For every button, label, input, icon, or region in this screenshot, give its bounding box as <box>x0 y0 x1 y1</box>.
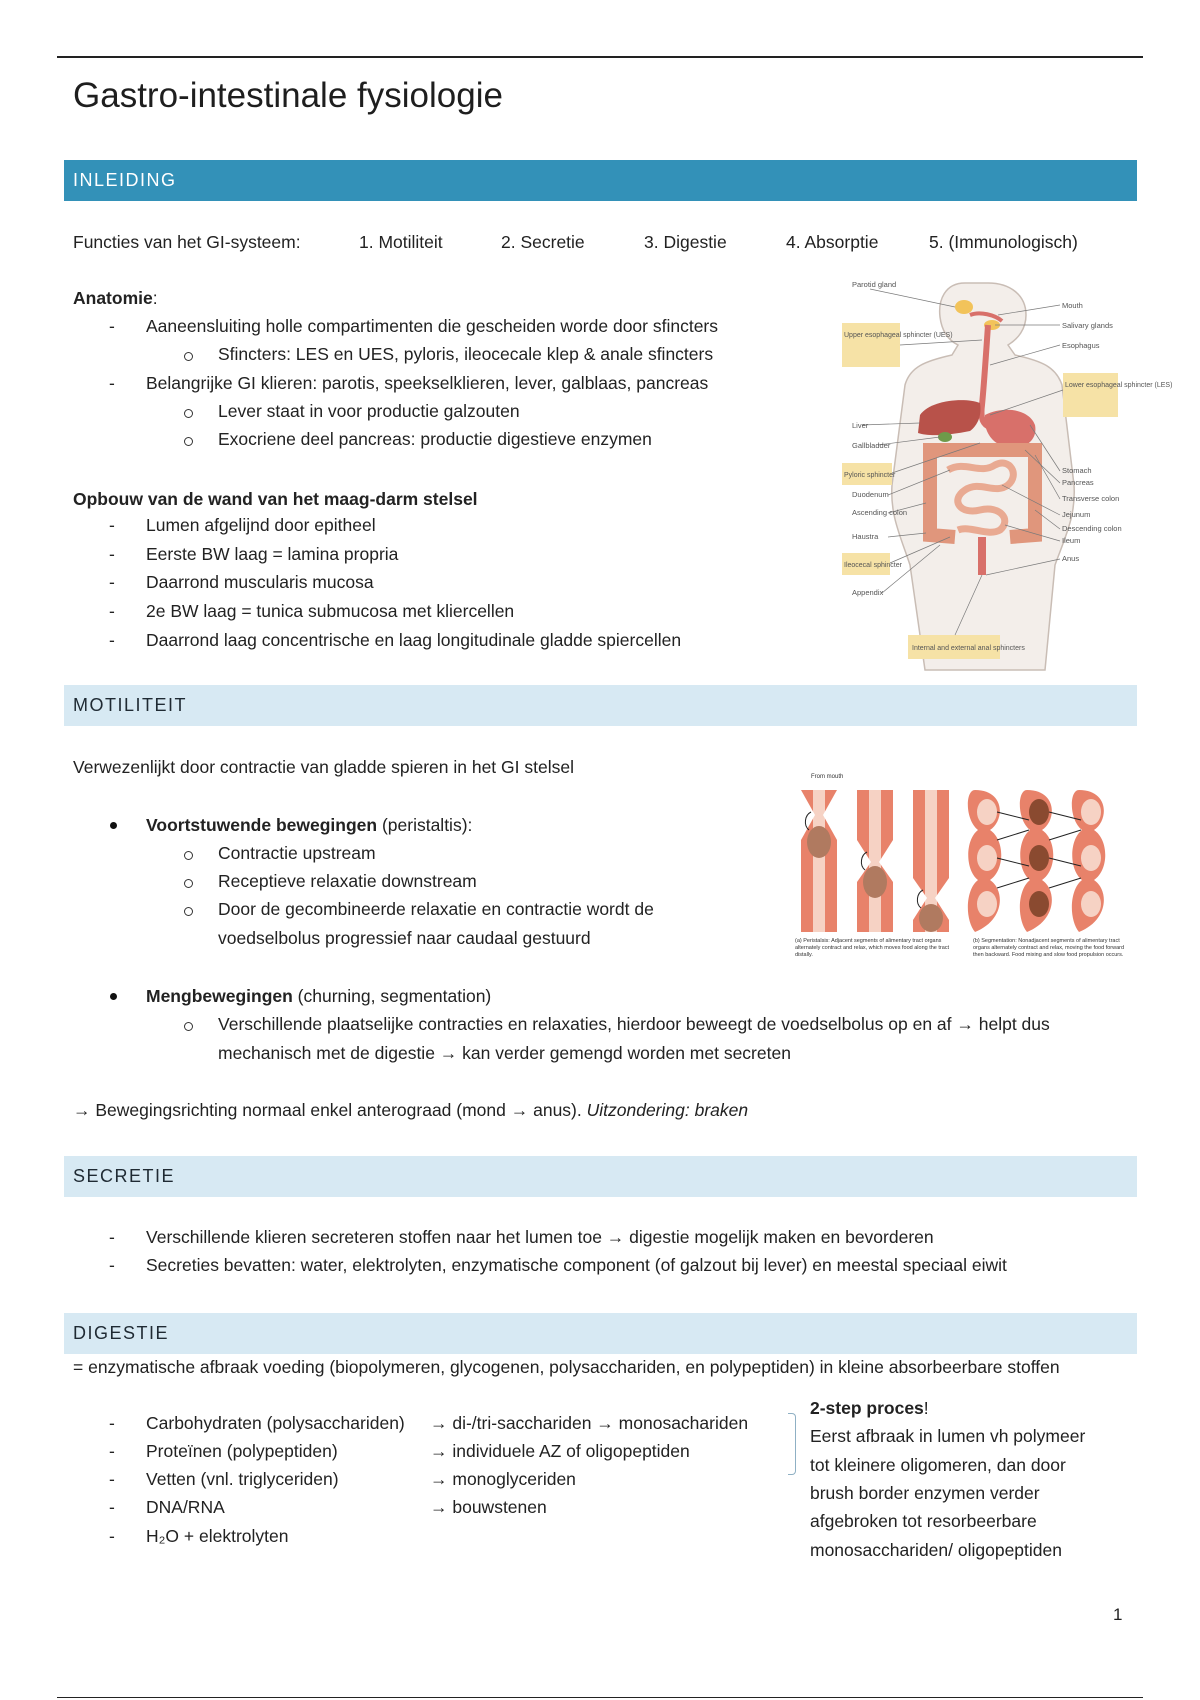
anatomie-line: Belangrijke GI klieren: parotis, speekselklieren, lever, galblaas, pancreas <box>146 373 709 393</box>
opbouw-item: Eerste BW laag = lamina propria <box>146 544 399 564</box>
dash-bullet: - <box>109 544 115 564</box>
voortstuwende-item: Receptieve relaxatie downstream <box>218 871 477 891</box>
two-step-line: afgebroken tot resorbeerbare <box>810 1511 1037 1531</box>
digestive-system-figure <box>830 275 1173 670</box>
digestie-row-left: Proteïnen (polypeptiden) <box>146 1441 338 1461</box>
circle-bullet <box>184 437 193 446</box>
two-step-line: brush border enzymen verder <box>810 1483 1040 1503</box>
dash-bullet: - <box>109 572 115 592</box>
two-step-line: Eerst afbraak in lumen vh polymeer <box>810 1426 1086 1446</box>
functie-item: 4. Absorptie <box>786 232 879 252</box>
mengbewegingen-heading: Mengbewegingen (churning, segmentation) <box>146 986 492 1006</box>
bracket <box>788 1413 796 1475</box>
digestie-row-left: Carbohydraten (polysacchariden) <box>146 1413 405 1433</box>
segmentation-caption: (b) Segmentation: Nonadjacent segments of alimentary tract organs alternately contract and relax, moving the food forward then backward. Food mixing and slow food propulsion occurs. <box>973 938 1125 958</box>
peristalsis-segmentation-figure <box>795 770 1135 985</box>
label-mouth: Mouth <box>1062 301 1083 310</box>
opbouw-item: 2e BW laag = tunica submucosa met kliercellen <box>146 601 515 621</box>
opbouw-heading: Opbouw van de wand van het maag-darm stelsel <box>73 489 478 509</box>
page-number: 1 <box>1113 1605 1123 1624</box>
two-step-heading: 2-step proces! <box>810 1398 929 1418</box>
mengbewegingen-item-cont: mechanisch met de digestie → kan verder gemengd worden met secreten <box>218 1043 791 1063</box>
page-title: Gastro-intestinale fysiologie <box>73 76 503 115</box>
label-appendix: Appendix <box>852 588 884 597</box>
section-header-inleiding: INLEIDING <box>64 160 1137 201</box>
digestie-row-right: → bouwstenen <box>430 1497 547 1517</box>
digestie-intro: = enzymatische afbraak voeding (biopolymeren, glycogenen, polysacchariden, en polypeptiden) in kleine absorbeerbare stoffen <box>73 1357 1060 1377</box>
circle-bullet <box>184 851 193 860</box>
secretie-item: Verschillende klieren secreteren stoffen naar het lumen toe → digestie mogelijk maken en bevorderen <box>146 1227 934 1247</box>
disc-bullet <box>110 822 117 829</box>
section-header-digestie: DIGESTIE <box>64 1313 1137 1354</box>
two-step-line: monosacchariden/ oligopeptiden <box>810 1540 1062 1560</box>
digestie-row-right: → monoglyceriden <box>430 1469 576 1489</box>
disc-bullet <box>110 993 117 1000</box>
anatomie-subline: Lever staat in voor productie galzouten <box>218 401 520 421</box>
label-jejunum: Jejunum <box>1062 510 1091 519</box>
label-gallbladder: Gallbladder <box>852 441 891 450</box>
label-stomach: Stomach <box>1062 466 1092 475</box>
opbouw-item: Daarrond muscularis mucosa <box>146 572 374 592</box>
label-parotid: Parotid gland <box>852 280 897 289</box>
label-transverse-colon: Transverse colon <box>1062 494 1120 503</box>
dash-bullet: - <box>109 1497 115 1517</box>
label-esophagus: Esophagus <box>1062 341 1100 350</box>
label-haustra: Haustra <box>852 532 879 541</box>
two-step-line: tot kleinere oligomeren, dan door <box>810 1455 1066 1475</box>
bottom-rule <box>57 1697 1143 1698</box>
label-liver: Liver <box>852 421 869 430</box>
dash-bullet: - <box>109 1469 115 1489</box>
label-les: Lower esophageal sphincter (LES) <box>1065 382 1173 389</box>
dash-bullet: - <box>109 1255 115 1275</box>
label-ues: Upper esophageal sphincter (UES) <box>844 332 953 339</box>
circle-bullet <box>184 1022 193 1031</box>
functie-item: 3. Digestie <box>644 232 727 252</box>
label-salivary: Salivary glands <box>1062 321 1113 330</box>
dash-bullet: - <box>109 601 115 621</box>
voortstuwende-heading: Voortstuwende bewegingen (peristaltis): <box>146 815 473 835</box>
digestie-row-left: Vetten (vnl. triglyceriden) <box>146 1469 339 1489</box>
dash-bullet: - <box>109 515 115 535</box>
functie-item: 2. Secretie <box>501 232 585 252</box>
section-header-motiliteit: MOTILITEIT <box>64 685 1137 726</box>
label-pancreas: Pancreas <box>1062 478 1094 487</box>
functie-item: 5. (Immunologisch) <box>929 232 1078 252</box>
voortstuwende-item: Door de gecombineerde relaxatie en contractie wordt de <box>218 899 654 919</box>
anatomie-subline: Sfincters: LES en UES, pyloris, ileocecale klep & anale sfincters <box>218 344 714 364</box>
anatomie-line: Aaneensluiting holle compartimenten die gescheiden worde door sfincters <box>146 316 719 336</box>
peristalsis-caption: (a) Peristalsis: Adjacent segments of alimentary tract organs alternately contract and relax, which moves food along the tract distally. <box>795 938 950 958</box>
opbouw-item: Daarrond laag concentrische en laag longitudinale gladde spiercellen <box>146 630 682 650</box>
label-duodenum: Duodenum <box>852 490 889 499</box>
voortstuwende-item-cont: voedselbolus progressief naar caudaal gestuurd <box>218 928 591 948</box>
voortstuwende-item: Contractie upstream <box>218 843 376 863</box>
label-anus: Anus <box>1062 554 1080 563</box>
dash-bullet: - <box>109 1441 115 1461</box>
dash-bullet: - <box>109 373 115 393</box>
label-ileum: Ileum <box>1062 536 1081 545</box>
digestie-row-left: H₂O + elektrolyten <box>146 1526 289 1546</box>
dash-bullet: - <box>109 316 115 336</box>
from-mouth-label: From mouth <box>811 774 844 780</box>
digestie-row-right: → di-/tri-sacchariden → monosachariden <box>430 1413 749 1433</box>
label-pyloric: Pyloric sphincter <box>844 472 896 479</box>
label-anal-sphincters: Internal and external anal sphincters <box>912 645 1025 652</box>
label-ileocecal: Ileocecal sphincter <box>844 562 902 569</box>
dash-bullet: - <box>109 1526 115 1546</box>
dash-bullet: - <box>109 1227 115 1247</box>
mengbewegingen-item: Verschillende plaatselijke contracties en relaxaties, hierdoor beweegt de voedselbolus op en af → helpt dus <box>218 1014 1050 1034</box>
section-header-secretie: SECRETIE <box>64 1156 1137 1197</box>
bewegingsrichting-note: → Bewegingsrichting normaal enkel anterograad (mond → anus). Uitzondering: braken <box>73 1100 749 1120</box>
anatomie-heading: Anatomie: <box>73 288 158 308</box>
secretie-item: Secreties bevatten: water, elektrolyten, enzymatische component (of galzout bij lever) en meestal speciaal eiwit <box>146 1255 1007 1275</box>
digestie-row-right: → individuele AZ of oligopeptiden <box>430 1441 690 1461</box>
anatomie-subline: Exocriene deel pancreas: productie digestieve enzymen <box>218 429 652 449</box>
dash-bullet: - <box>109 630 115 650</box>
label-ascending-colon: Ascending colon <box>852 508 908 517</box>
circle-bullet <box>184 879 193 888</box>
top-rule <box>57 56 1143 58</box>
digestie-row-left: DNA/RNA <box>146 1497 225 1517</box>
functies-label: Functies van het GI-systeem: <box>73 232 301 252</box>
dash-bullet: - <box>109 1413 115 1433</box>
opbouw-item: Lumen afgelijnd door epitheel <box>146 515 376 535</box>
circle-bullet <box>184 409 193 418</box>
functie-item: 1. Motiliteit <box>359 232 443 252</box>
circle-bullet <box>184 907 193 916</box>
label-descending-colon: Descending colon <box>1062 524 1122 533</box>
circle-bullet <box>184 352 193 361</box>
motiliteit-intro: Verwezenlijkt door contractie van gladde spieren in het GI stelsel <box>73 757 574 777</box>
